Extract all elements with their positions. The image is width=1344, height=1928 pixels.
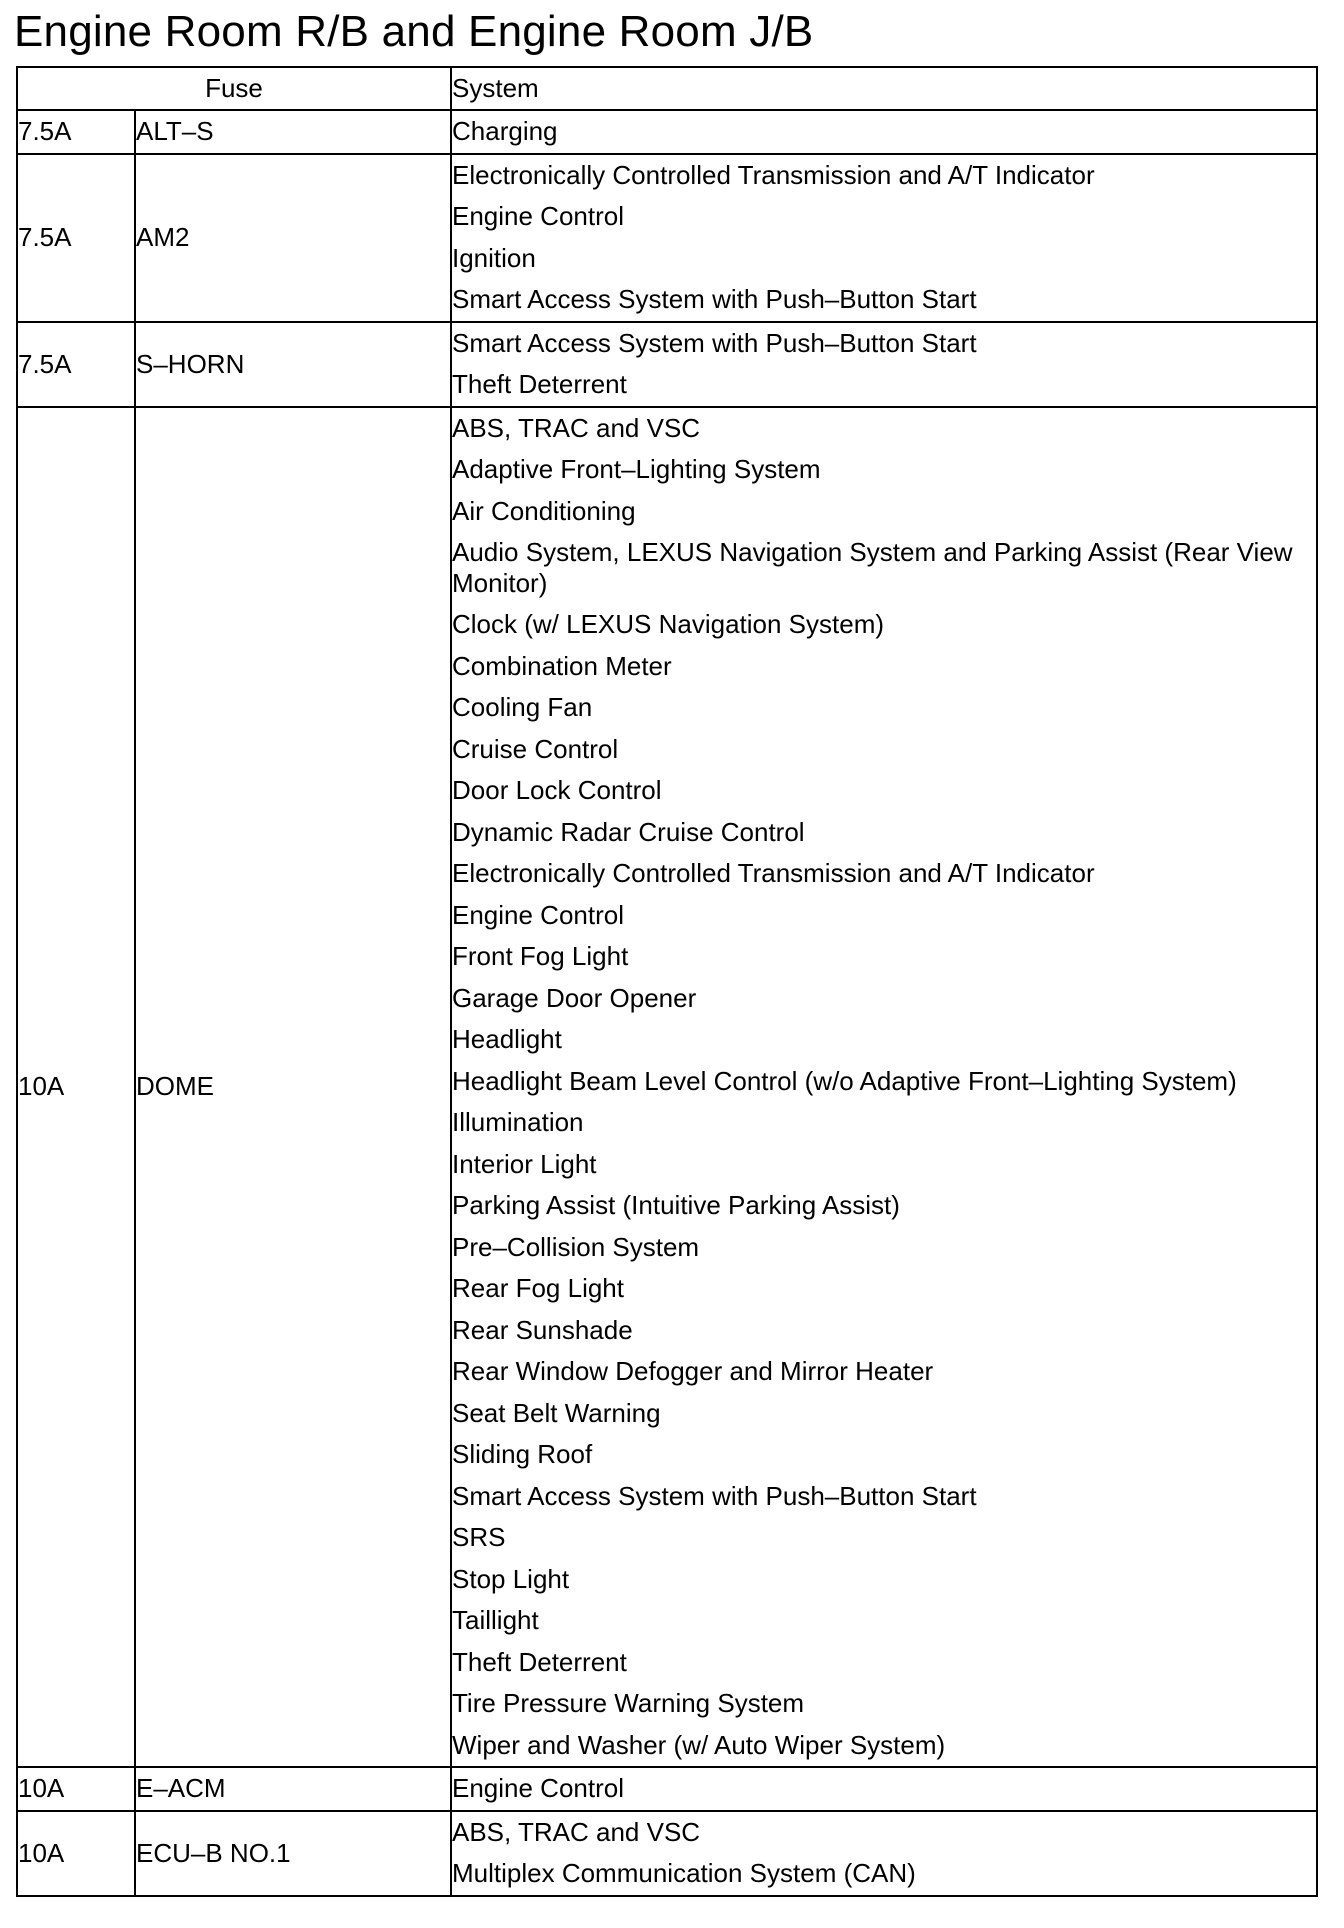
fuse-amperage: 10A [17, 407, 135, 1768]
fuse-amperage: 7.5A [17, 322, 135, 407]
system-item: Stop Light [452, 1563, 570, 1594]
fuse-table [16, 66, 1318, 1897]
system-list [451, 1767, 1317, 1811]
system-list [451, 154, 1317, 322]
fuse-amperage: 10A [17, 1767, 135, 1811]
system-item: Headlight [452, 1024, 562, 1054]
system-item: Adaptive Front–Lighting System [452, 454, 821, 484]
system-item: Ignition [452, 242, 536, 273]
fuse-table-body [17, 110, 1317, 1896]
table-row [17, 407, 1317, 1768]
system-item: Air Conditioning [452, 495, 636, 526]
system-item: Garage Door Opener [452, 982, 697, 1013]
system-item: Electronically Controlled Transmission and A/T Indicator [452, 858, 1095, 888]
system-item: Headlight Beam Level Control (w/o Adaptive Front–Lighting System) [452, 1065, 1237, 1096]
system-list [451, 407, 1317, 1768]
table-header-row [17, 67, 1317, 110]
system-item: Pre–Collision System [452, 1231, 700, 1262]
system-item: Front Fog Light [452, 941, 629, 971]
system-item: Cruise Control [452, 733, 619, 764]
fuse-name: S–HORN [135, 322, 451, 407]
fuse-column-header: Fuse [17, 67, 451, 110]
system-item: Clock (w/ LEXUS Navigation System) [452, 609, 885, 639]
system-item: Tire Pressure Warning System [452, 1688, 805, 1718]
system-list [451, 322, 1317, 407]
fuse-name: E–ACM [135, 1767, 451, 1811]
system-item: Interior Light [452, 1148, 597, 1179]
system-item: Smart Access System with Push–Button Start [452, 327, 977, 358]
system-item: Charging [452, 116, 558, 146]
system-item: Taillight [452, 1605, 539, 1635]
fuse-name: ALT–S [135, 110, 451, 154]
fuse-amperage: 7.5A [17, 154, 135, 322]
fuse-name: DOME [135, 407, 451, 1768]
system-item: Rear Fog Light [452, 1273, 624, 1303]
system-item: SRS [452, 1522, 506, 1552]
system-item: Engine Control [452, 899, 624, 930]
table-row [17, 322, 1317, 407]
fuse-name: AM2 [135, 154, 451, 322]
system-item: Door Lock Control [452, 775, 662, 805]
system-item: Multiplex Communication System (CAN) [452, 1858, 916, 1888]
system-item: Seat Belt Warning [452, 1397, 661, 1428]
system-list [451, 1811, 1317, 1896]
system-item: Combination Meter [452, 650, 672, 681]
system-item: Wiper and Washer (w/ Auto Wiper System) [452, 1729, 946, 1760]
fuse-name: ECU–B NO.1 [135, 1811, 451, 1896]
table-row [17, 1811, 1317, 1896]
system-item: ABS, TRAC and VSC [452, 412, 701, 443]
fuse-amperage: 7.5A [17, 110, 135, 154]
table-row [17, 1767, 1317, 1811]
system-item: Dynamic Radar Cruise Control [452, 816, 805, 847]
system-item: Smart Access System with Push–Button Start [452, 1480, 977, 1511]
table-row [17, 110, 1317, 154]
system-item: Parking Assist (Intuitive Parking Assist) [452, 1190, 900, 1220]
system-item: Theft Deterrent [452, 1646, 627, 1677]
system-item: Engine Control [452, 201, 624, 231]
system-item: Illumination [452, 1107, 584, 1137]
fuse-amperage: 10A [17, 1811, 135, 1896]
system-item: Rear Sunshade [452, 1314, 633, 1345]
system-item: Sliding Roof [452, 1439, 593, 1469]
table-row [17, 154, 1317, 322]
system-item: Smart Access System with Push–Button Start [452, 284, 977, 314]
system-item: Audio System, LEXUS Navigation System and Parking Assist (Rear View Monitor) [452, 537, 1293, 598]
system-item: Electronically Controlled Transmission and A/T Indicator [452, 159, 1095, 190]
system-item: Engine Control [452, 1773, 624, 1803]
system-item: ABS, TRAC and VSC [452, 1816, 701, 1847]
system-item: Theft Deterrent [452, 369, 627, 399]
page-title: Engine Room R/B and Engine Room J/B [14, 7, 814, 56]
system-item: Rear Window Defogger and Mirror Heater [452, 1356, 934, 1386]
system-list [451, 110, 1317, 154]
system-column-header: System [451, 67, 1317, 110]
system-item: Cooling Fan [452, 692, 593, 722]
